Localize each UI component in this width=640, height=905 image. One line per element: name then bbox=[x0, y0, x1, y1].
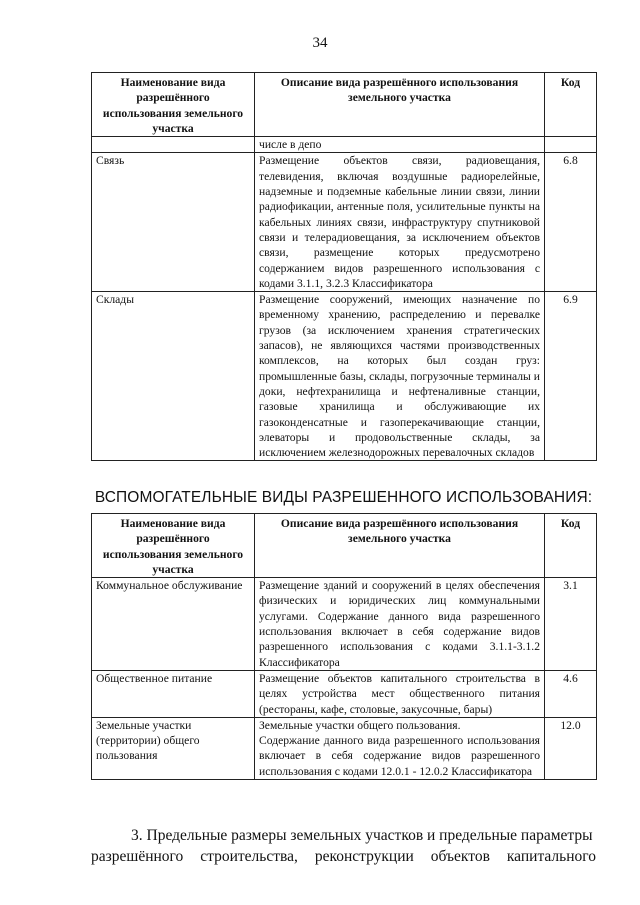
row-code: 4.6 bbox=[545, 670, 597, 717]
header-description: Описание вида разрешённого использования земельного участка bbox=[255, 514, 545, 578]
auxiliary-use-table bbox=[91, 513, 597, 780]
header-code: Код bbox=[545, 514, 597, 578]
row-code: 6.8 bbox=[545, 153, 597, 292]
main-use-table bbox=[91, 72, 597, 461]
auxiliary-section-title: ВСПОМОГАТЕЛЬНЫЕ ВИДЫ РАЗРЕШЕННОГО ИСПОЛЬЗОВАНИЯ: bbox=[94, 489, 593, 506]
table-row bbox=[92, 717, 597, 779]
table-row bbox=[92, 153, 597, 292]
row-description: Размещение сооружений, имеющих назначение по временному хранению, распределению и перевалке грузов (за исключением хранения стратегических запасов), не являющихся частями производственных комплексов, на которых был создан груз: промышленные базы, склады, погрузочные терминалы и доки, нефтехранилища и нефтеналивные станции, газовые хранилища и обслуживающие их газоконденсатные и газоперекачивающие станции, элеваторы и продовольственные склады, за исключением железнодорожных перевалочных складов bbox=[255, 292, 545, 461]
table-header-row bbox=[92, 514, 597, 578]
table-row bbox=[92, 670, 597, 717]
row-code: 12.0 bbox=[545, 717, 597, 779]
row-description bbox=[255, 717, 545, 779]
continuation-description: числе в депо bbox=[255, 137, 545, 153]
paragraph-line: 3. Предельные размеры земельных участков и предельные параметры bbox=[131, 827, 593, 844]
row-name: Земельные участки (территории) общего пользования bbox=[92, 717, 255, 779]
header-code: Код bbox=[545, 73, 597, 137]
row-name: Общественное питание bbox=[92, 670, 255, 717]
row-description-line: Содержание данного вида разрешенного использования включает в себя содержание видов разрешенного использования с кодами 12.0.1 - 12.0.2 Классификатора bbox=[259, 734, 540, 778]
continuation-name-cell bbox=[92, 137, 255, 153]
table-row-continuation bbox=[92, 137, 597, 153]
row-description: Размещение объектов связи, радиовещания, телевидения, включая воздушные радиорелейные, надземные и подземные кабельные линии связи, линии радиофикации, антенные поля, усилительные пункты на кабельных линиях связи, инфраструктуру спутниковой связи и телерадиовещания, за исключением объектов связи, размещение которых предусмотрено содержанием видов разрешенного использования с кодами 3.1.1, 3.2.3 Классификатора bbox=[255, 153, 545, 292]
row-code: 3.1 bbox=[545, 578, 597, 671]
row-description-line: Земельные участки общего пользования. bbox=[259, 718, 461, 732]
row-code: 6.9 bbox=[545, 292, 597, 461]
paragraph-line: разрешённого строительства, реконструкции объектов капитального bbox=[91, 848, 596, 865]
header-name: Наименование вида разрешённого использования земельного участка bbox=[92, 73, 255, 137]
body-paragraph bbox=[91, 825, 596, 867]
header-name: Наименование вида разрешённого использования земельного участка bbox=[92, 514, 255, 578]
row-name: Связь bbox=[92, 153, 255, 292]
row-name: Коммунальное обслуживание bbox=[92, 578, 255, 671]
table-row bbox=[92, 578, 597, 671]
row-name: Склады bbox=[92, 292, 255, 461]
page-number: 34 bbox=[312, 35, 328, 51]
header-description: Описание вида разрешённого использования земельного участка bbox=[255, 73, 545, 137]
row-description: Размещение зданий и сооружений в целях обеспечения физических и юридических лиц коммунальными услугами. Содержание данного вида разрешенного использования включает в себя содержание видов разрешенного использования с кодами 3.1.1-3.1.2 Классификатора bbox=[255, 578, 545, 671]
table-header-row bbox=[92, 73, 597, 137]
continuation-code-cell bbox=[545, 137, 597, 153]
table-row bbox=[92, 292, 597, 461]
row-description: Размещение объектов капитального строительства в целях устройства мест общественного питания (рестораны, кафе, столовые, закусочные, бары) bbox=[255, 670, 545, 717]
